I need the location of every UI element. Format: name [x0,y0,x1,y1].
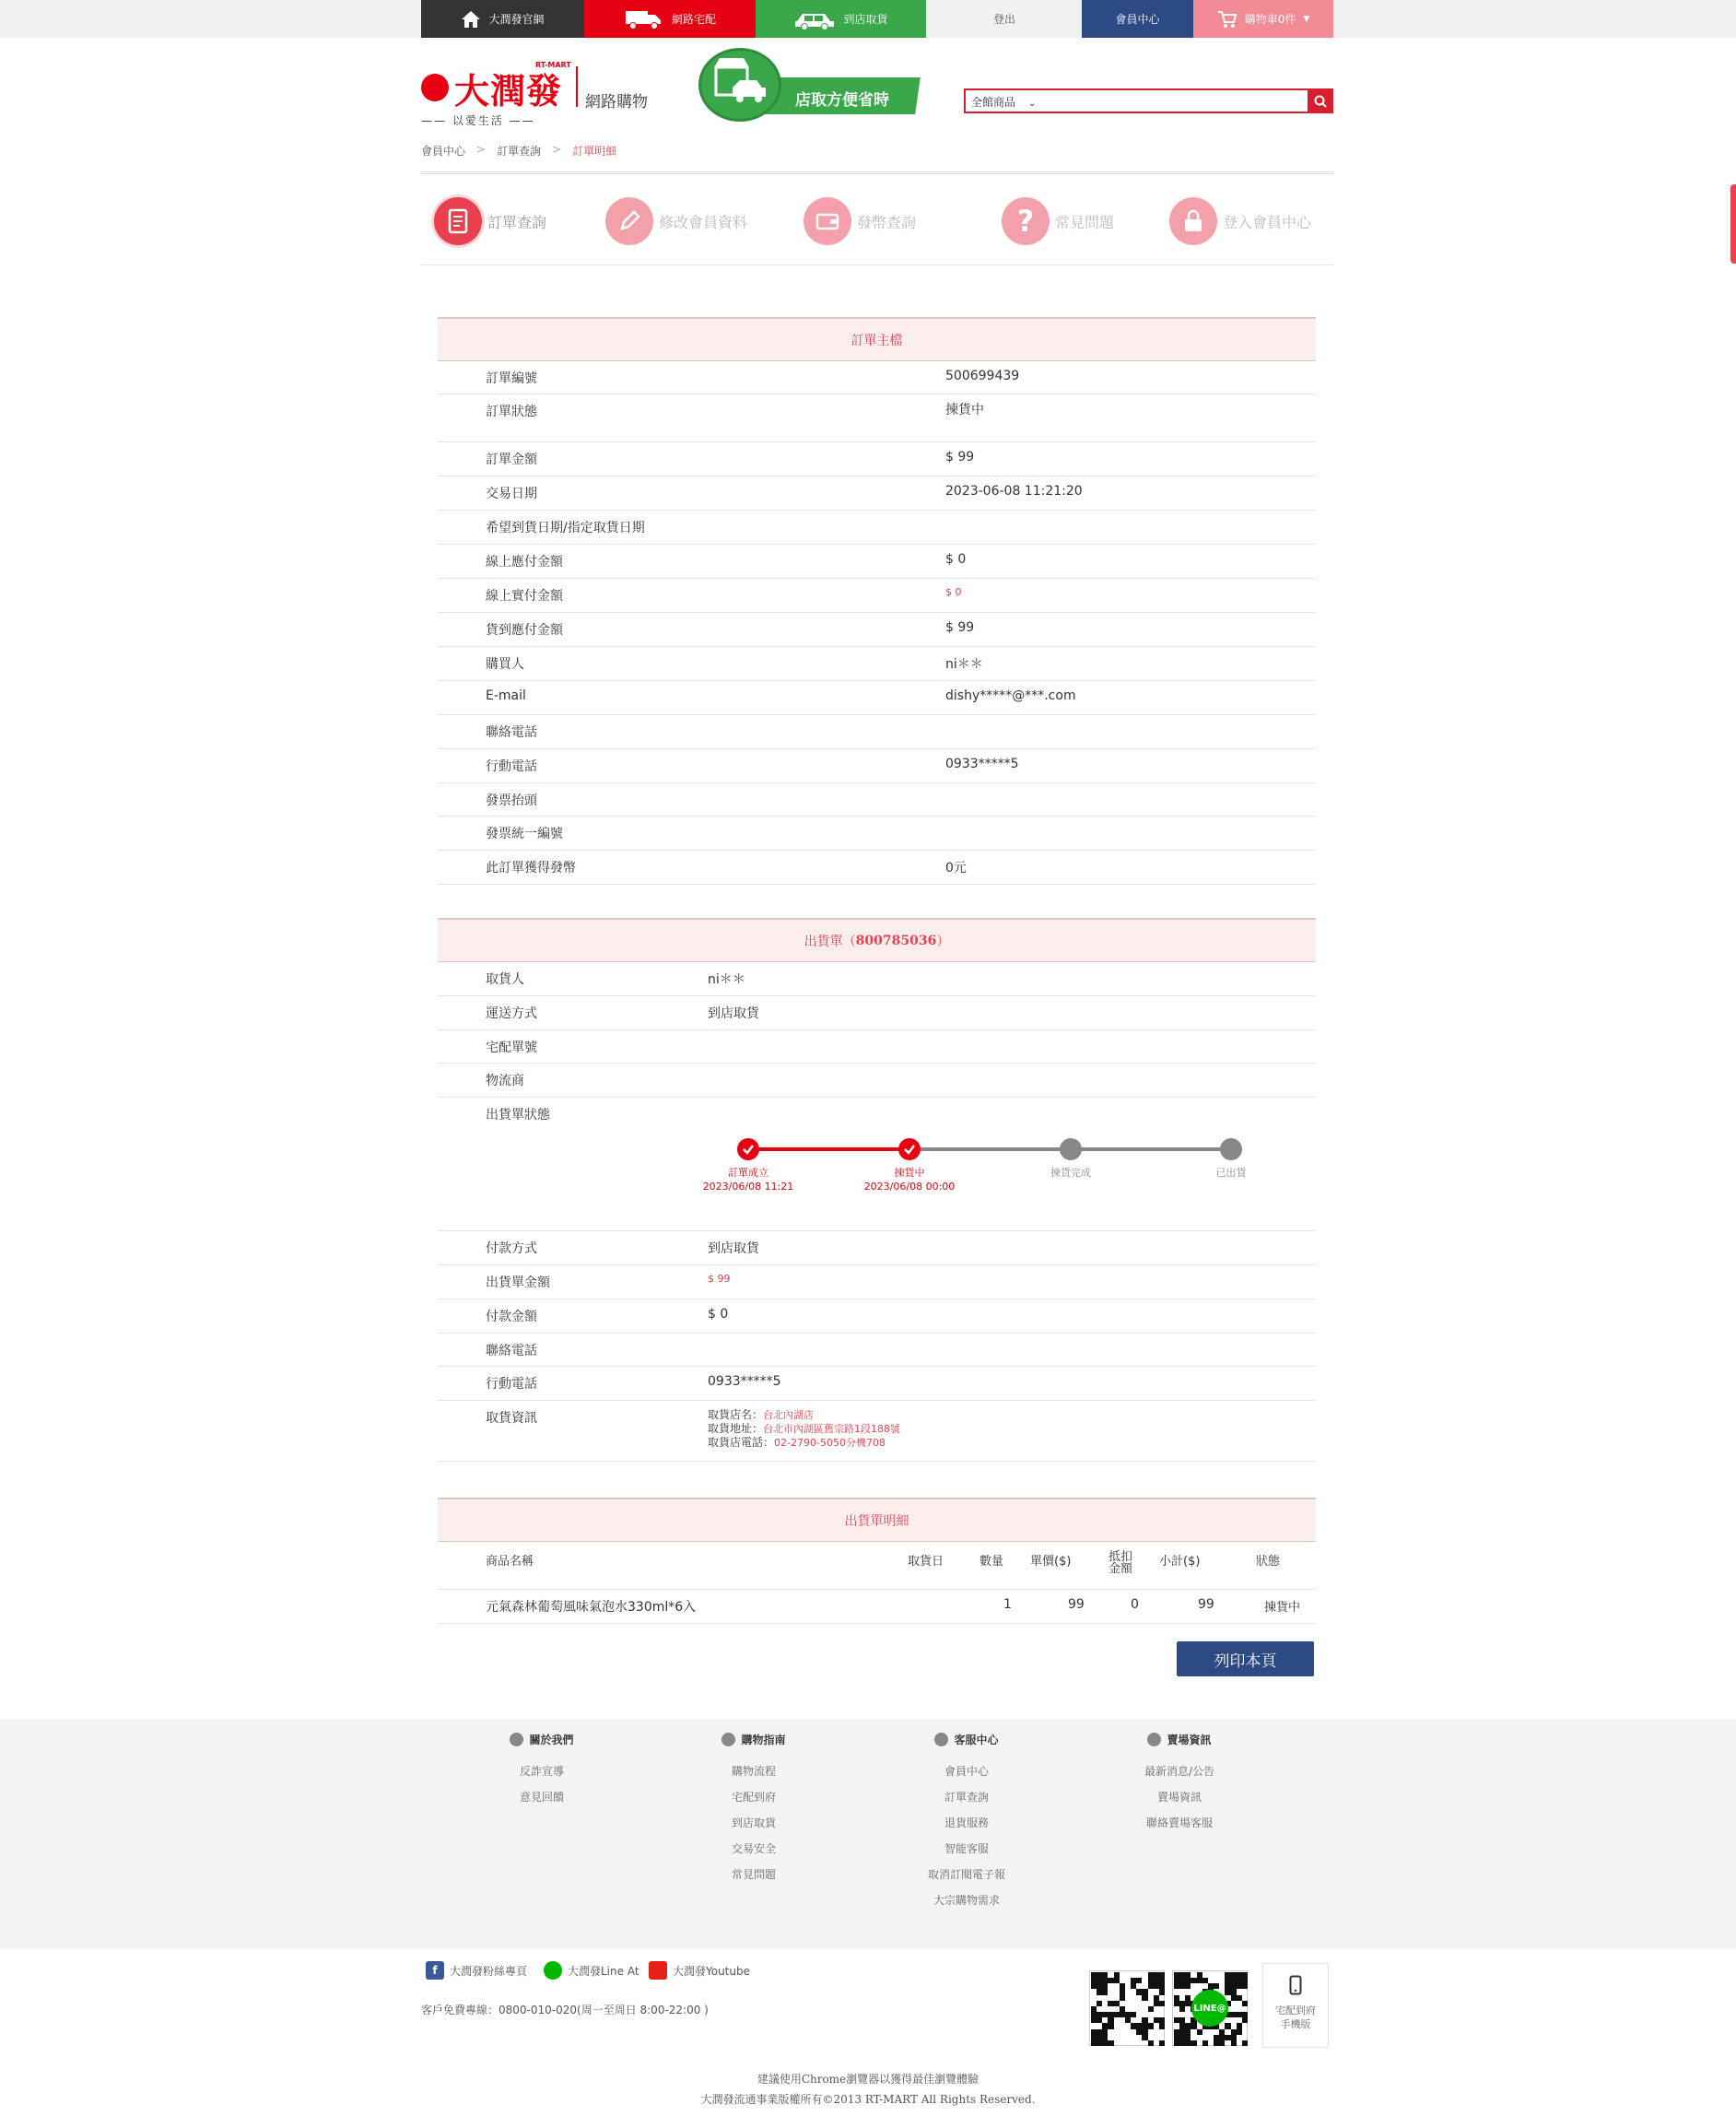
qr-module [1242,2001,1248,2006]
qr-module [1131,2012,1136,2017]
info-row [438,476,1316,511]
footer-col-title: 客服中心 [874,1732,1059,1747]
store-icon [698,48,781,122]
row-label: 行動電話 [486,1377,537,1393]
quicknav-label: 發幣查詢 [857,213,917,231]
qr-module [1136,1978,1142,1983]
info-row [438,817,1316,851]
tracker-line [748,1147,909,1151]
row-label: 行動電話 [486,759,537,774]
row-value: $ 0 [945,586,962,598]
pickup-promo-banner[interactable] [698,48,920,122]
quicknav-label: 訂單查詢 [487,213,547,231]
footer-col [874,1732,1059,1913]
info-row [438,1334,1316,1368]
row-value: ni＊＊ [708,972,745,987]
copyright: 大潤發流通事業版權所有©2013 RT-MART All Rights Reserved. [700,2093,1036,2106]
row-value: 0元 [945,861,967,876]
row-label: 取貨資訊 [486,1411,537,1427]
lock-icon [1169,197,1217,245]
row-value: $ 99 [945,620,975,635]
member-center-label: 會員中心 [1115,13,1160,26]
service-icon [934,1733,948,1746]
pencil-icon [605,197,653,245]
info-row [438,511,1316,545]
order-main-rows [438,361,1316,885]
youtube-icon [649,1961,667,1980]
row-label: 運送方式 [486,1005,537,1021]
row-value: 到店取貨 [708,1241,759,1257]
qr-module [1120,1995,1125,2001]
info-row [438,1265,1316,1299]
line-icon [544,1961,562,1980]
tracker-line [909,1147,1071,1151]
search-bar [964,88,1333,113]
step-name: 訂單成立 [728,1167,768,1180]
footer-col-title: 賣場資訊 [1087,1732,1272,1747]
line-badge-icon: LINE@ [1191,1990,1228,2027]
row-value: 0933*****5 [945,757,1019,771]
row-value: 0933*****5 [708,1374,781,1390]
logo-slogan: —— 以愛生活 —— [421,114,535,127]
row-label: 付款金額 [486,1309,537,1324]
shipment-detail-title: 出貨單明細 [438,1498,1316,1542]
phone-icon [1289,1975,1302,1995]
promo-text: 店取方便省時 [795,91,889,110]
footer-link[interactable]: 宅配到府 [731,1791,776,1804]
divider [421,171,1333,174]
info-row [438,545,1316,579]
footer-col [662,1732,846,1887]
row-label: E-mail [486,688,526,703]
row-value: dishy*****@***.com [945,688,1076,703]
logo-online: 網路購物 [585,93,648,112]
cart-label: 購物車0件 [1244,13,1296,26]
home-icon [461,10,481,29]
info-row [438,962,1316,996]
breadcrumb [421,143,616,159]
qr-module [1102,1989,1108,1994]
pickup-label: 到店取貨 [843,13,888,26]
info-row [438,1030,1316,1064]
footer-link[interactable]: 購物流程 [731,1765,776,1778]
footer-link[interactable]: 反詐宣導 [519,1765,564,1778]
shipment-rows-bottom [438,1231,1316,1401]
logout-link[interactable] [931,0,1078,38]
info-row [438,1231,1316,1265]
tracker-step [1176,1166,1286,1180]
logo-text: 大潤發 [454,70,563,112]
qr-module [1148,2040,1154,2046]
car-icon [793,8,836,30]
info-row [438,1299,1316,1334]
step-name: 已出貨 [1215,1167,1247,1180]
info-row [438,783,1316,817]
pickup-tab[interactable] [756,0,926,38]
col-date: 取貨日 [908,1555,944,1569]
side-floating-tab[interactable] [1730,184,1736,264]
qr-module [1242,1983,1248,1989]
chevron-down-icon: ⌄ [1027,99,1037,109]
breadcrumb-arrow-icon: > [552,143,562,156]
row-label: 此訂單獲得發幣 [486,861,576,876]
qr-module [1097,2001,1102,2006]
member-quick-nav [421,184,1333,265]
row-value: 2023-06-08 11:21:20 [945,484,1083,499]
footer-link[interactable]: 意見回饋 [519,1791,564,1804]
logo-mark-icon [421,74,449,101]
shipment-number: 800785036 [855,933,937,948]
pending-dot-icon [1220,1138,1242,1160]
row-label: 聯絡電話 [486,725,537,740]
row-label: 發票統一編號 [486,827,563,841]
truck-icon [624,8,664,30]
row-label: 交易日期 [486,487,537,501]
row-label: 出貨單金額 [486,1275,550,1290]
info-row [438,579,1316,613]
row-value: $ 0 [945,552,967,567]
shipment-status-row [438,1098,1316,1231]
row-label: 聯絡電話 [486,1343,537,1358]
row-label: 付款方式 [486,1241,537,1257]
shipment-title: 出貨單（ 800785036 ） [438,918,1316,962]
footer-link[interactable]: 訂單查詢 [944,1791,989,1804]
item-status: 揀貨中 [1264,1601,1301,1615]
check-circle-icon [898,1138,921,1160]
delivery-label: 網路宅配 [671,13,716,26]
guide-icon [721,1733,735,1746]
col-qty: 數量 [979,1555,1004,1569]
quicknav-label: 登入會員中心 [1223,213,1312,231]
quicknav-login[interactable] [1169,197,1311,245]
footer-col-title: 關於我們 [450,1732,634,1747]
footer-link[interactable]: 會員中心 [944,1765,989,1778]
order-main-section [438,317,1316,885]
qr-module [1219,2040,1225,2046]
home-label: 大潤發官網 [488,13,545,26]
col-name: 商品名稱 [486,1555,534,1569]
step-time: 2023/06/08 11:21 [702,1181,794,1193]
qr-module [1142,1995,1147,2001]
footer-link[interactable]: 退貨服務 [944,1816,989,1829]
footer-col [1087,1732,1272,1836]
step-name: 揀貨完成 [1050,1167,1091,1180]
qr-module [1242,2040,1248,2046]
row-label: 線上實付金額 [486,589,563,604]
mobile-site-link[interactable] [1262,1963,1329,2048]
browser-hint: 建議使用Chrome瀏覽器以獲得最佳瀏覽體驗 [757,2073,979,2086]
breadcrumb-current: 訂單明細 [572,145,617,158]
info-row [438,394,1316,442]
row-value: $ 0 [708,1306,729,1322]
pickup-phone: 02-2790-5050分機708 [774,1437,886,1450]
member-center-tab[interactable] [1082,0,1193,38]
logo-en: RT-MART [535,61,571,69]
quicknav-profile[interactable] [605,197,747,245]
info-row [438,749,1316,783]
breadcrumb-member[interactable]: 會員中心 [421,145,466,158]
home-tab[interactable] [421,0,584,38]
question-icon: ? [1002,197,1050,245]
qr-module [1197,2029,1202,2035]
qr-module [1159,1989,1165,1994]
col-price: 單價($) [1030,1555,1072,1569]
delivery-tab[interactable] [584,0,756,38]
qr-module [1159,2001,1165,2006]
row-value: $ 99 [708,1272,731,1285]
search-category-select[interactable]: 全館商品 ⌄ [971,96,1037,109]
social-fb[interactable]: f 大潤發粉絲專頁 [426,1961,527,1980]
logo-divider [576,66,578,107]
print-page-button[interactable]: 列印本頁 [1177,1641,1314,1676]
qr-code-line [1172,1970,1248,2046]
info-row [438,647,1316,681]
info-row [438,681,1316,715]
footer-link[interactable]: 常見問題 [731,1868,776,1881]
row-label: 希望到貨日期/指定取貨日期 [486,521,645,535]
qr-module [1237,2029,1242,2035]
qr-module [1202,2040,1208,2046]
quicknav-label: 常見問題 [1055,213,1115,231]
social-line[interactable]: 大潤發Line At [544,1961,639,1980]
item-discount: 0 [1131,1597,1139,1612]
quicknav-faq[interactable] [1002,197,1114,245]
detail-table-header [438,1542,1316,1590]
hotline: 客戶免費專線：0800-010-020(周一至周日 8:00-22:00 ) [421,2004,709,2016]
info-row [438,361,1316,394]
footer-link[interactable]: 賣場資訊 [1156,1791,1202,1804]
row-label: 訂單金額 [486,453,537,467]
qr-module [1108,2040,1113,2046]
quicknav-orders[interactable] [434,197,546,245]
item-qty: 1 [1003,1597,1012,1612]
pickup-info-row [438,1401,1316,1462]
footer-col-title: 購物指南 [662,1732,846,1747]
footer-link[interactable]: 取消訂閱電子報 [927,1868,1005,1881]
step-name: 揀貨中 [894,1167,925,1180]
tracker-step [1015,1166,1126,1180]
step-time: 2023/06/08 00:00 [863,1181,956,1193]
info-row [438,1064,1316,1098]
facebook-icon: f [426,1961,444,1980]
row-value: $ 99 [945,450,975,464]
pickup-store: 台北內湖店 [763,1409,815,1422]
row-value: 揀貨中 [945,403,984,417]
quicknav-coins[interactable] [803,197,916,245]
qr-module [1191,2040,1196,2046]
social-youtube[interactable]: 大潤發Youtube [649,1961,750,1980]
info-row [438,442,1316,476]
footer-link[interactable]: 交易安全 [731,1842,776,1855]
row-label: 發票抬頭 [486,794,537,808]
qr-module [1214,1983,1219,1989]
tracker-step [854,1166,965,1193]
row-label: 線上應付金額 [486,555,563,570]
row-label: 物流商 [486,1074,524,1089]
order-list-icon [434,197,482,245]
caret-down-icon: ▼ [1303,14,1310,24]
info-row [438,613,1316,647]
tracker-step [693,1166,803,1193]
row-label: 購買人 [486,657,524,672]
qr-module [1242,2017,1248,2023]
site-logo[interactable] [421,57,661,131]
info-row [438,996,1316,1030]
check-circle-icon [737,1138,759,1160]
breadcrumb-arrow-icon: > [476,143,487,156]
info-row [438,715,1316,749]
pending-dot-icon [1060,1138,1082,1160]
shipment-status-tracker [702,1134,1253,1208]
qr-module [1185,1983,1191,1989]
pickup-info: 取貨店名：台北內湖店 取貨地址：台北市內湖區舊宗路1段188號 取貨店電話：02-2790-5050分機708 [708,1408,901,1450]
qr-module [1231,2040,1237,2046]
info-row [438,851,1316,885]
order-main-title: 訂單主檔 [438,317,1316,361]
footer-col [450,1732,634,1810]
qr-module [1108,2023,1113,2028]
cart-icon [1217,10,1237,29]
row-value: ni＊＊ [945,657,983,672]
shipment-section [438,918,1316,1462]
footer-link[interactable]: 到店取貨 [731,1816,776,1829]
shipment-rows-top [438,962,1316,1098]
footer-link[interactable]: 聯絡賣場客服 [1145,1816,1213,1829]
footer-link[interactable]: 最新消息/公告 [1144,1765,1215,1778]
footer-link[interactable]: 智能客服 [944,1842,989,1855]
info-icon [510,1733,523,1746]
footer-links [0,1719,1736,1949]
qr-code-app [1089,1970,1165,2046]
col-subtotal: 小計($) [1159,1555,1201,1569]
col-discount: 抵扣金額 [1108,1550,1133,1576]
breadcrumb-orders[interactable]: 訂單查詢 [497,145,542,158]
quicknav-label: 修改會員資料 [659,213,748,231]
qr-module [1159,2040,1165,2046]
row-label: 出貨單狀態 [486,1108,550,1123]
row-label: 宅配單號 [486,1040,537,1055]
item-subtotal: 99 [1198,1597,1214,1612]
wallet-icon [803,197,851,245]
row-value: 500699439 [945,369,1020,383]
location-icon [1147,1733,1161,1746]
row-value: 到店取貨 [708,1005,759,1021]
col-status: 狀態 [1256,1555,1281,1569]
qr-module [1148,2023,1154,2028]
mobile-site-label: 宅配到府手機版 [1275,2004,1316,2030]
search-icon [1314,95,1327,108]
logout-label: 登出 [992,13,1015,26]
cart-tab[interactable] [1193,0,1333,38]
search-button[interactable] [1308,88,1333,113]
top-bar [0,0,1736,38]
info-row [438,1367,1316,1401]
qr-module [1159,2023,1165,2028]
pickup-address: 台北市內湖區舊宗路1段188號 [763,1423,901,1436]
row-label: 取貨人 [486,972,524,987]
tracker-line [1071,1147,1231,1151]
item-price: 99 [1068,1597,1085,1612]
item-name: 元氣森林葡萄風味氣泡水330ml*6入 [486,1600,697,1615]
row-label: 訂單狀態 [486,405,537,419]
footer-link[interactable]: 大宗購物需求 [933,1894,1000,1907]
qr-module [1148,2006,1154,2012]
shipment-detail-section [438,1498,1316,1624]
row-label: 訂單編號 [486,371,537,386]
search-input[interactable] [1058,92,1307,111]
row-label: 貨到應付金額 [486,623,563,638]
qr-module [1179,2006,1185,2012]
table-row [438,1590,1316,1624]
